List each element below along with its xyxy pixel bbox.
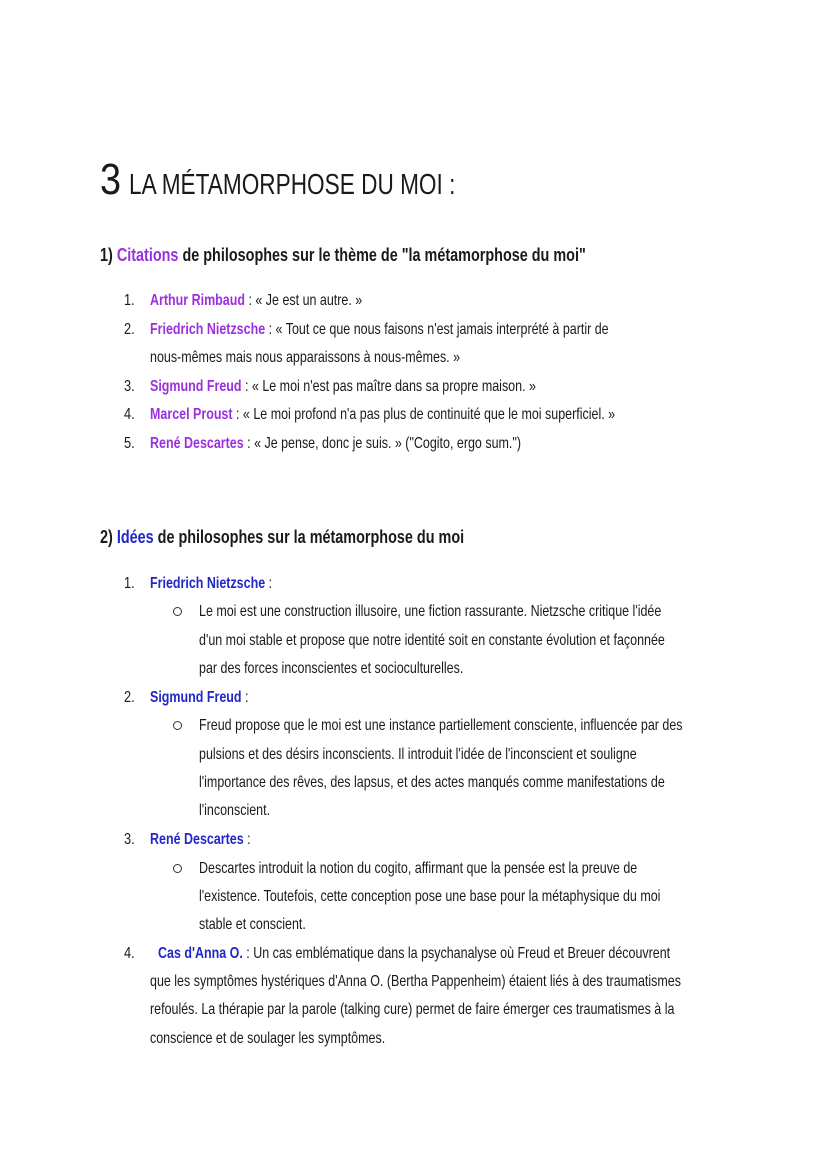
name-suffix: : <box>243 831 251 848</box>
case-name: Cas d'Anna O. <box>158 945 243 962</box>
section2-prefix: 2) <box>100 527 113 547</box>
list-number: 3. <box>124 378 135 395</box>
case-line: conscience et de soulager les symptômes. <box>150 1030 386 1047</box>
bullet-icon <box>173 607 182 616</box>
quote-text: : « Tout ce que nous faisons n'est jamais interprété à partir de <box>265 321 609 338</box>
list-item <box>150 377 536 397</box>
section2-rest: de philosophes sur la métamorphose du moi <box>157 527 465 547</box>
quote-text: : « Je est un autre. » <box>244 292 363 309</box>
list-number: 1. <box>124 292 135 309</box>
name-suffix: : <box>242 945 254 962</box>
idea-line: Le moi est une construction illusoire, une fiction rassurante. Nietzsche critique l'idée <box>199 603 662 620</box>
list-item <box>158 944 670 964</box>
list-item <box>150 688 248 708</box>
case-text: Un cas emblématique dans la psychanalyse où Freud et Breuer découvrent <box>253 945 671 962</box>
bullet-icon <box>173 721 182 730</box>
name-suffix: : <box>241 689 249 706</box>
section1-prefix: 1) <box>100 245 113 265</box>
list-item <box>150 830 251 850</box>
idea-line: stable et conscient. <box>199 916 306 933</box>
section2-heading <box>100 526 464 548</box>
quote-continuation: nous-mêmes mais nous apparaissons à nous-mêmes. » <box>150 349 461 366</box>
idea-line: Descartes introduit la notion du cogito, affirmant que la pensée est la preuve de <box>199 860 638 877</box>
list-item <box>150 574 272 594</box>
list-item <box>150 320 609 340</box>
list-item <box>150 434 521 454</box>
section1-rest: de philosophes sur le thème de "la métamorphose du moi" <box>182 245 586 265</box>
list-number: 4. <box>124 945 135 962</box>
idea-line: par des forces inconscientes et socioculturelles. <box>199 660 464 677</box>
list-number: 1. <box>124 575 135 592</box>
case-line: que les symptômes hystériques d'Anna O. (Bertha Pappenheim) étaient liés à des traumatismes <box>150 973 681 990</box>
idea-line: pulsions et des désirs inconscients. Il introduit l'idée de l'inconscient et souligne <box>199 746 637 763</box>
philosopher-name: Arthur Rimbaud <box>150 292 245 309</box>
idea-line: d'un moi stable et propose que notre identité soit en constante évolution et façonnée <box>199 632 665 649</box>
philosopher-name: Sigmund Freud <box>150 378 242 395</box>
philosopher-name: René Descartes <box>150 831 244 848</box>
case-line: refoulés. La thérapie par la parole (talking cure) permet de faire émerger ces traumatismes à la <box>150 1001 675 1018</box>
list-number: 2. <box>124 321 135 338</box>
list-number: 5. <box>124 435 135 452</box>
quote-text: : « Le moi n'est pas maître dans sa propre maison. » <box>241 378 536 395</box>
list-item <box>150 291 362 311</box>
section1-keyword: Citations <box>116 245 179 265</box>
idea-line: l'importance des rêves, des lapsus, et des actes manqués comme manifestations de <box>199 774 665 791</box>
idea-line: l'inconscient. <box>199 802 271 819</box>
quote-text: : « Je pense, donc je suis. » ("Cogito, ergo sum.") <box>243 435 521 452</box>
philosopher-name: Friedrich Nietzsche <box>150 575 266 592</box>
title-text: LA MÉTAMORPHOSE DU MOI : <box>129 169 456 201</box>
idea-line: l'existence. Toutefois, cette conception pose une base pour la métaphysique du moi <box>199 888 661 905</box>
idea-line: Freud propose que le moi est une instance partiellement consciente, influencée par des <box>199 717 683 734</box>
page-title <box>100 155 548 204</box>
philosopher-name: Friedrich Nietzsche <box>150 321 266 338</box>
section2-keyword: Idées <box>116 527 154 547</box>
name-suffix: : <box>265 575 273 592</box>
philosopher-name: René Descartes <box>150 435 244 452</box>
list-number: 4. <box>124 406 135 423</box>
list-item <box>150 405 615 425</box>
title-number: 3 <box>100 155 122 204</box>
philosopher-name: Sigmund Freud <box>150 689 242 706</box>
quote-text: : « Le moi profond n'a pas plus de continuité que le moi superficiel. » <box>232 406 616 423</box>
list-number: 3. <box>124 831 135 848</box>
section1-heading <box>100 244 586 266</box>
list-number: 2. <box>124 689 135 706</box>
bullet-icon <box>173 864 182 873</box>
philosopher-name: Marcel Proust <box>150 406 233 423</box>
